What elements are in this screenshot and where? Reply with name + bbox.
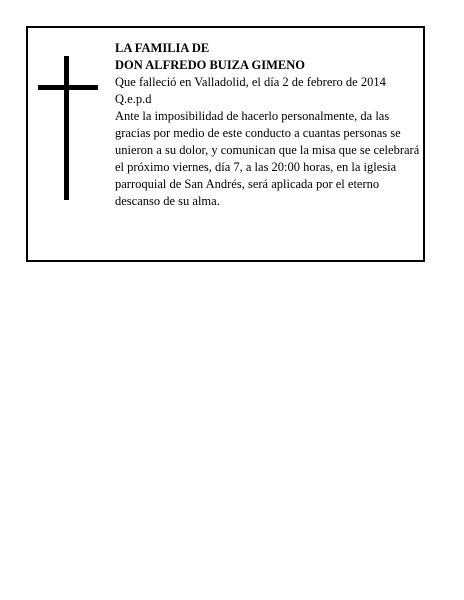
cross-horizontal-bar xyxy=(38,85,98,90)
notice-heading-family: LA FAMILIA DE xyxy=(115,41,210,55)
qepd-line: Q.e.p.d xyxy=(115,92,152,106)
notice-heading-name: DON ALFREDO BUIZA GIMENO xyxy=(115,58,305,72)
notice-body-text: Ante la imposibilidad de hacerlo personalmente, da las gracias por medio de este conducto a cuantas personas se unieron a su dolor, y comunican que la misa que se celebrará el próximo viernes, día 7, a las 20:00 horas, en la iglesia parroquial de San Andrés, será aplicada por el eterno descanso de su alma. xyxy=(115,109,420,208)
cross-icon xyxy=(38,56,98,200)
notice-text-block xyxy=(115,40,425,210)
cross-vertical-bar xyxy=(64,56,69,200)
obituary-notice-box xyxy=(26,26,425,262)
death-date-line: Que falleció en Valladolid, el día 2 de febrero de 2014 xyxy=(115,75,386,89)
